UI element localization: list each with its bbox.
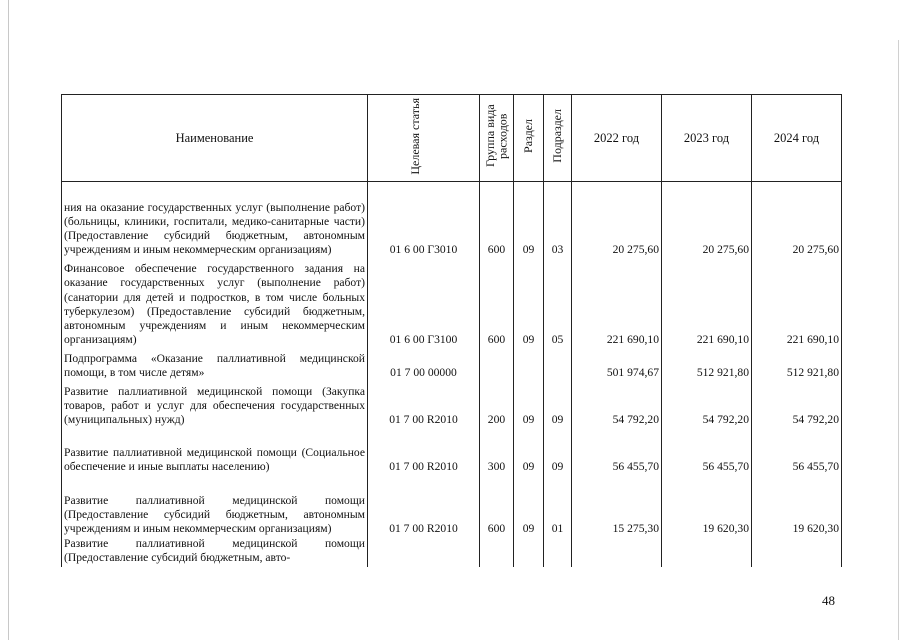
row-amount-2024: 19 620,30 (752, 475, 842, 537)
row-subsection (544, 348, 572, 381)
row-name: Развитие паллиативной медицинской помощи (Предоставление субсидий бюджетным, автономным учреждениям и иным некоммерческим организациям) (62, 475, 368, 537)
row-amount-2022: 221 690,10 (572, 258, 662, 348)
row-amount-2023: 512 921,80 (662, 348, 752, 381)
header-year-2024: 2024 год (752, 95, 842, 182)
row-expense-group: 200 (480, 381, 514, 428)
budget-table (61, 94, 842, 567)
row-amount-2022: 54 792,20 (572, 381, 662, 428)
table-row (62, 428, 842, 475)
row-name: Финансовое обеспечение государственного задания на оказание государственных услуг (выполнение работ) (санатории для детей и подростков, в том числе больных туберкулезом) (Предоставление субсидий бюджетным, автономным учреждениям и иным некоммерческим организациям) (62, 258, 368, 348)
row-target-article: 01 6 00 Г3100 (368, 258, 480, 348)
row-amount-2023: 221 690,10 (662, 258, 752, 348)
row-amount-2022: 15 275,30 (572, 475, 662, 537)
scan-page-edge-left (8, 0, 9, 640)
row-target-article: 01 6 00 Г3010 (368, 182, 480, 258)
row-subsection: 09 (544, 428, 572, 475)
row-amount-2023: 19 620,30 (662, 475, 752, 537)
table-row (62, 348, 842, 381)
row-name: Развитие паллиативной медицинской помощи (Предоставление субсидий бюджетным, авто- (62, 537, 368, 567)
table-row (62, 258, 842, 348)
row-expense-group: 600 (480, 475, 514, 537)
row-subsection (544, 537, 572, 567)
row-section: 09 (514, 381, 544, 428)
row-target-article: 01 7 00 R2010 (368, 381, 480, 428)
row-amount-2023: 54 792,20 (662, 381, 752, 428)
row-amount-2023 (662, 537, 752, 567)
header-year-2023: 2023 год (662, 95, 752, 182)
header-year-2022: 2022 год (572, 95, 662, 182)
row-name: ния на оказание государственных услуг (выполнение работ) (больницы, клиники, госпитали, медико-санитарные части) (Предоставление субсидий бюджетным, автономным учреждениям и иным некоммерческим организациям) (62, 182, 368, 258)
row-amount-2024: 20 275,60 (752, 182, 842, 258)
row-target-article: 01 7 00 R2010 (368, 428, 480, 475)
row-subsection: 09 (544, 381, 572, 428)
row-amount-2023: 56 455,70 (662, 428, 752, 475)
row-amount-2024: 512 921,80 (752, 348, 842, 381)
row-amount-2022: 501 974,67 (572, 348, 662, 381)
header-name: Наименование (62, 95, 368, 182)
row-amount-2022: 56 455,70 (572, 428, 662, 475)
row-name: Развитие паллиативной медицинской помощи (Закупка товаров, работ и услуг для обеспечения государственных (муниципальных) нужд) (62, 381, 368, 428)
row-amount-2022 (572, 537, 662, 567)
table-header-row (62, 95, 842, 182)
table-row (62, 537, 842, 567)
row-amount-2022: 20 275,60 (572, 182, 662, 258)
row-expense-group: 600 (480, 182, 514, 258)
row-amount-2024: 221 690,10 (752, 258, 842, 348)
row-amount-2024: 54 792,20 (752, 381, 842, 428)
row-name: Подпрограмма «Оказание паллиативной медицинской помощи, в том числе детям» (62, 348, 368, 381)
row-amount-2024: 56 455,70 (752, 428, 842, 475)
row-expense-group: 300 (480, 428, 514, 475)
row-target-article: 01 7 00 R2010 (368, 475, 480, 537)
table-row (62, 381, 842, 428)
row-target-article (368, 537, 480, 567)
row-section: 09 (514, 182, 544, 258)
row-section: 09 (514, 258, 544, 348)
row-name: Развитие паллиативной медицинской помощи (Социальное обеспечение и иные выплаты населению) (62, 428, 368, 475)
row-expense-group (480, 348, 514, 381)
header-subsection: Подраздел (544, 95, 572, 182)
row-section (514, 348, 544, 381)
header-target-article: Целевая статья (368, 95, 480, 182)
table-row (62, 475, 842, 537)
header-expense-group: Группа вида расходов (480, 95, 514, 182)
scan-page-edge-right (898, 40, 899, 640)
row-expense-group: 600 (480, 258, 514, 348)
row-amount-2023: 20 275,60 (662, 182, 752, 258)
row-subsection: 05 (544, 258, 572, 348)
page-number: 48 (822, 593, 835, 608)
row-amount-2024 (752, 537, 842, 567)
row-expense-group (480, 537, 514, 567)
header-section: Раздел (514, 95, 544, 182)
row-section: 09 (514, 475, 544, 537)
row-section: 09 (514, 428, 544, 475)
row-subsection: 03 (544, 182, 572, 258)
table-row (62, 182, 842, 258)
row-target-article: 01 7 00 00000 (368, 348, 480, 381)
row-section (514, 537, 544, 567)
row-subsection: 01 (544, 475, 572, 537)
